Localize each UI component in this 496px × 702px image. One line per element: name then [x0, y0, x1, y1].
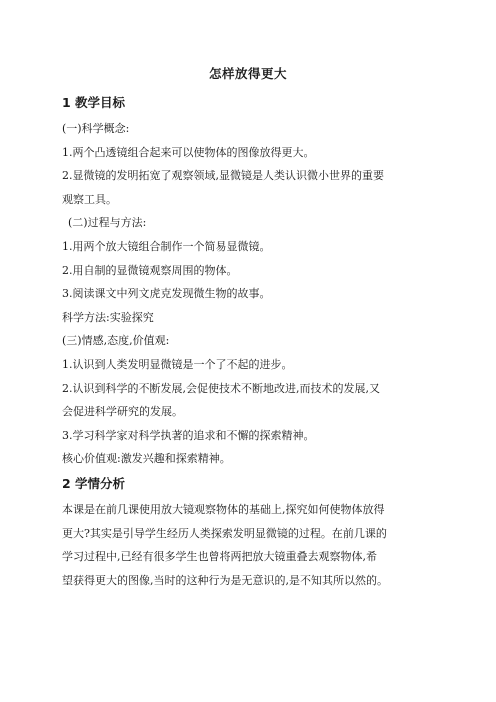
section-heading: 2 学情分析: [62, 475, 126, 491]
paragraph-line: 核心价值观:激发兴趣和探索精神。: [62, 452, 231, 466]
paragraph-line: 2.认识到科学的不断发展,会促使技术不断地改进,而技术的发展,又: [62, 381, 380, 395]
paragraph-line: 观察工具。: [62, 192, 117, 206]
paragraph-line: (一)科学概念:: [62, 122, 130, 135]
paragraph-line: 科学方法:实验探究: [62, 310, 154, 324]
section-teaching-goals: [62, 92, 434, 471]
document-title: 怎样放得更大: [208, 66, 287, 81]
paragraph-line: 学习过程中,已经有很多学生也曾将两把放大镜重叠去观察物体,希: [62, 550, 377, 564]
paragraph-line: 本课是在前几课使用放大镜观察物体的基础上,探究如何使物体放得: [62, 502, 385, 516]
paragraph-line: 1.用两个放大镜组合制作一个简易显微镜。: [62, 239, 271, 253]
paragraph-line: 2.显微镜的发明拓宽了观察领域,显微镜是人类认识微小世界的重要: [62, 169, 384, 183]
section-learner-analysis: [62, 473, 434, 592]
paragraph-line: (二)过程与方法:: [68, 216, 147, 230]
paragraph-line: (三)情感,态度,价值观:: [62, 334, 170, 348]
paragraph-line: 2.用自制的显微镜观察周围的物体。: [62, 263, 238, 277]
paragraph-line: 1.两个凸透镜组合起来可以使物体的图像放得更大。: [62, 145, 315, 159]
paragraph-line: 会促进科学研究的发展。: [62, 405, 183, 419]
paragraph-line: 3.阅读课文中列文虎克发现微生物的故事。: [62, 287, 271, 301]
document-body: [62, 92, 434, 592]
paragraph-line: 1.认识到人类发明显微镜是一个了不起的进步。: [62, 357, 293, 371]
section-heading: 1 教学目标: [62, 95, 126, 110]
paragraph-line: 更大?其实是引导学生经历人类探索发明显微镜的过程。在前几课的: [62, 526, 387, 540]
paragraph-line: 望获得更大的图像,当时的这种行为是无意识的,是不知其所以然的。: [62, 573, 388, 587]
paragraph-line: 3.学习科学家对科学执著的追求和不懈的探索精神。: [62, 428, 315, 442]
